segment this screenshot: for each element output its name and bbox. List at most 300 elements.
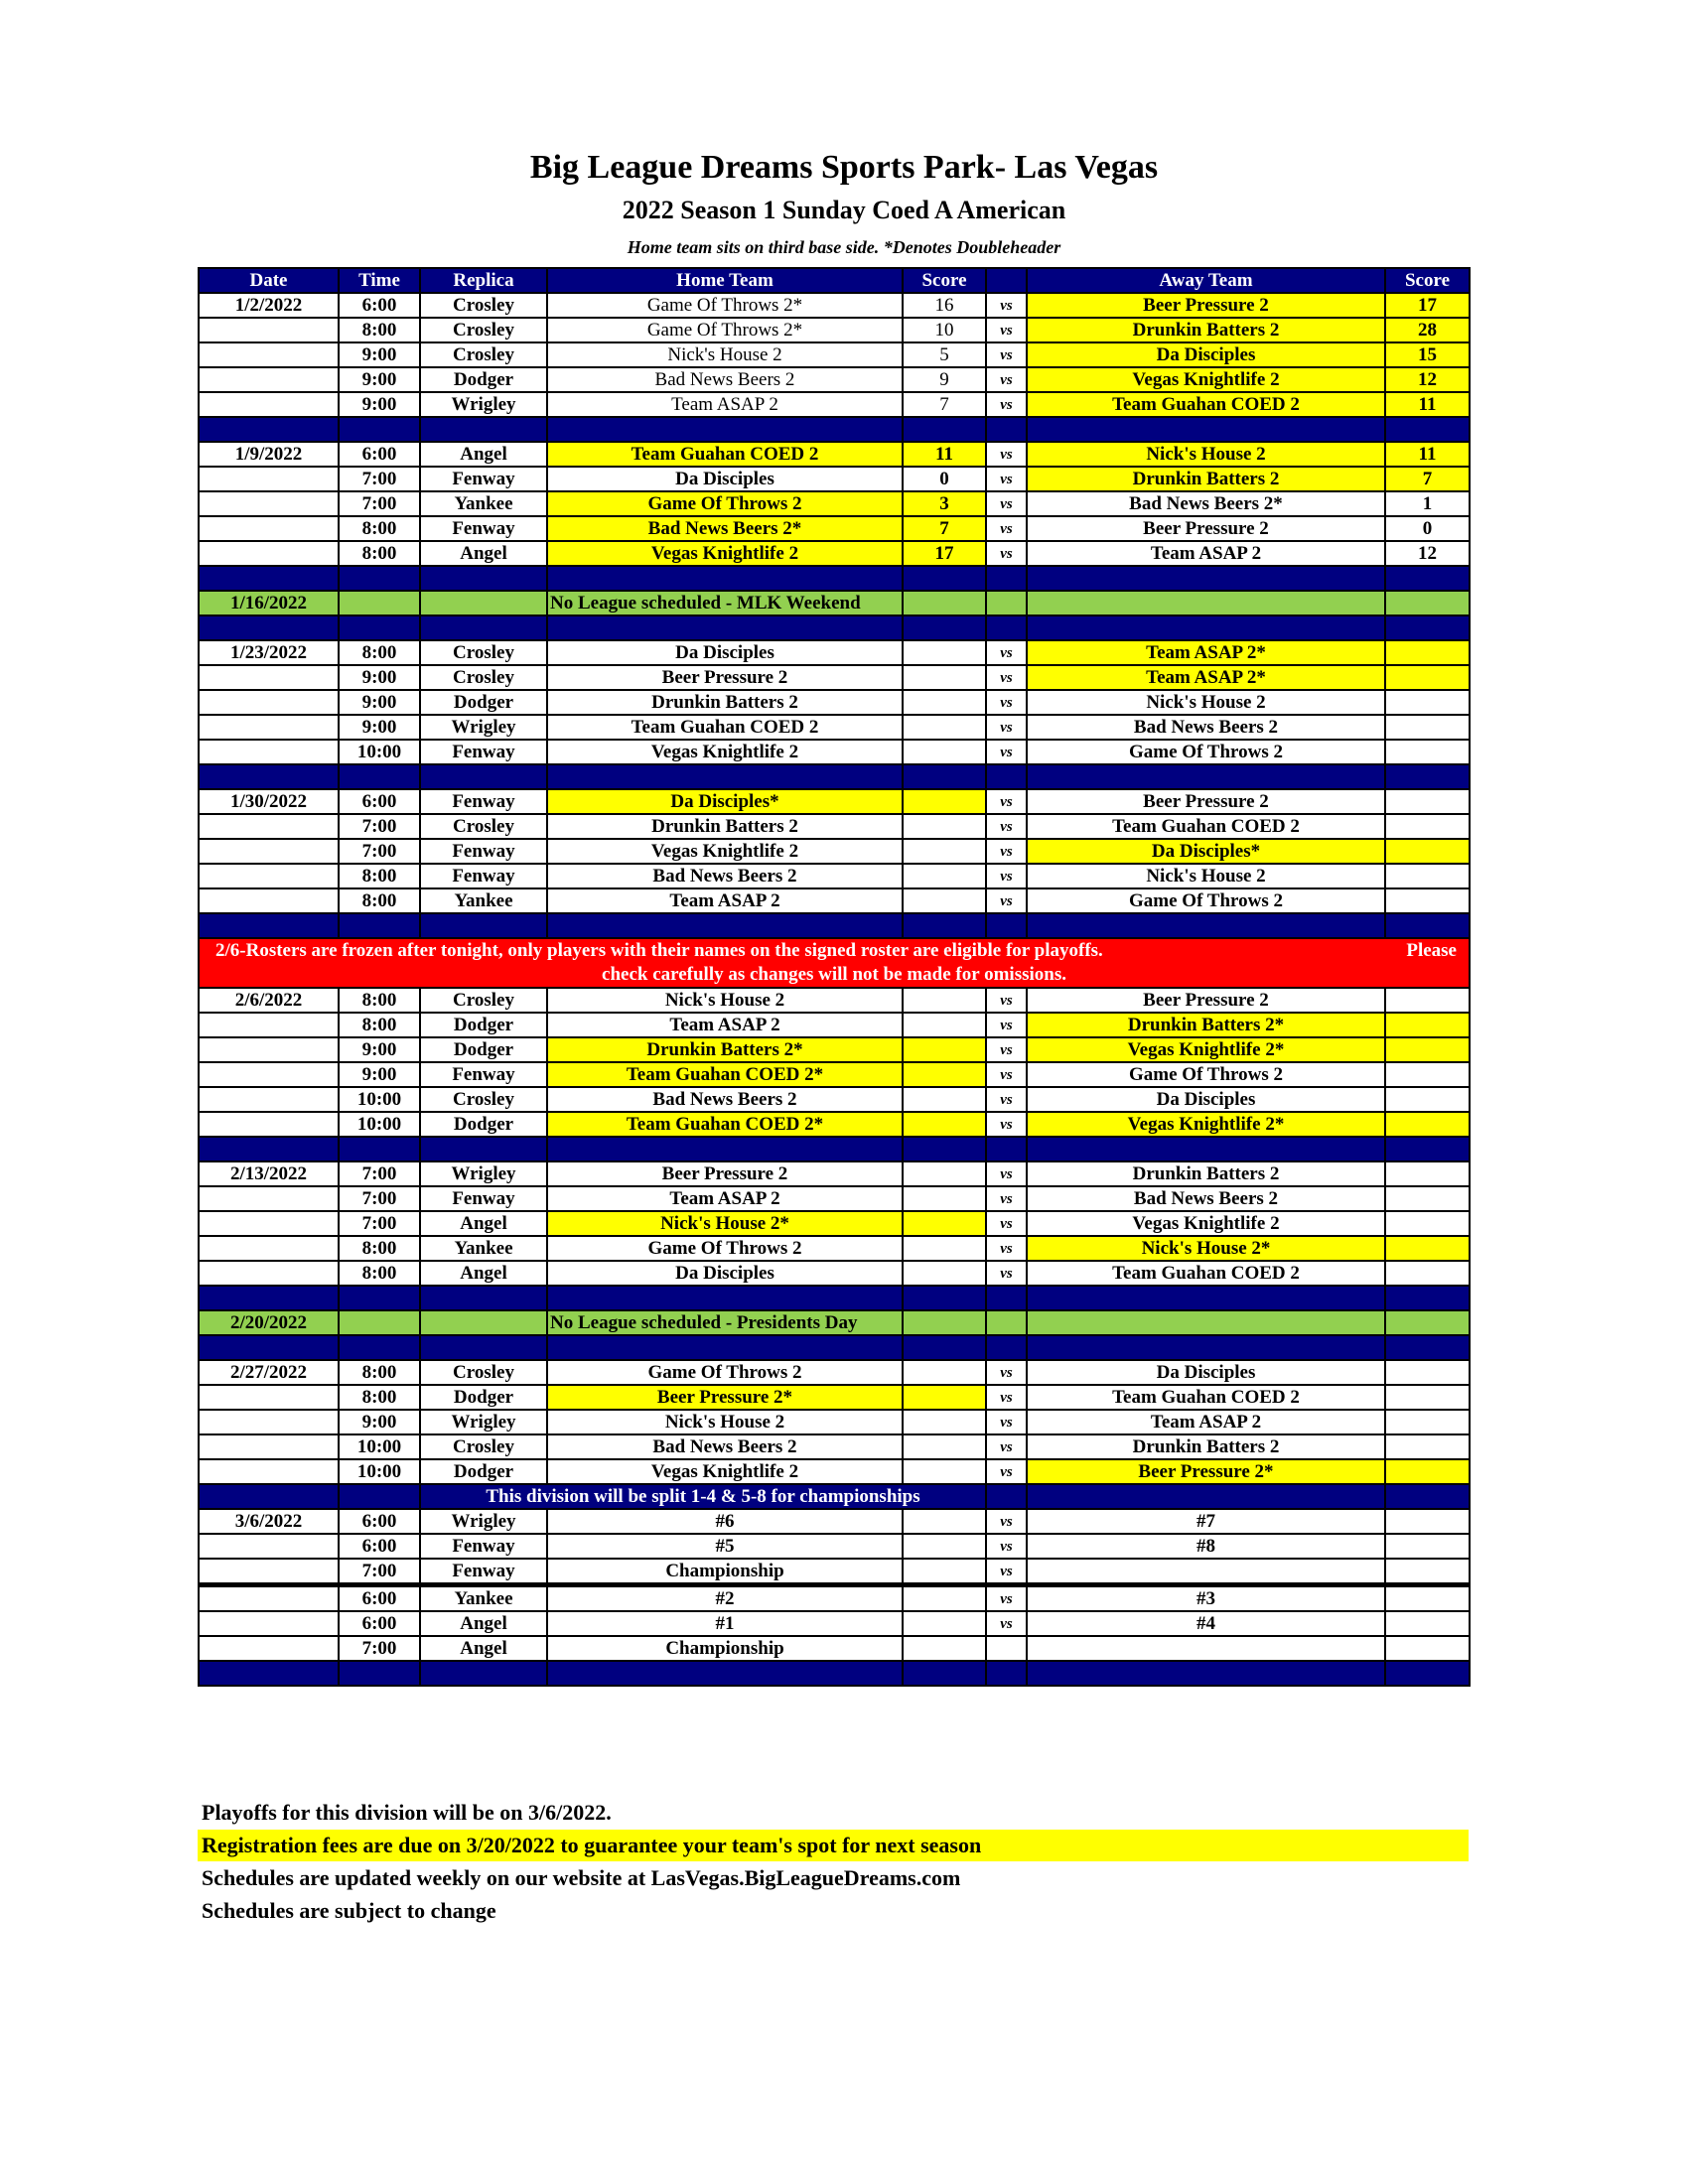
date-cell <box>199 1534 339 1559</box>
home-score-cell <box>903 640 986 665</box>
away-team-cell: #4 <box>1027 1611 1385 1636</box>
away-score-cell <box>1385 1559 1470 1585</box>
replica-field-cell: Fenway <box>420 1186 547 1211</box>
game-row <box>199 1037 1470 1062</box>
time-cell: 10:00 <box>339 1087 420 1112</box>
home-team-cell: Nick's House 2 <box>547 342 903 367</box>
separator-row <box>199 615 1470 640</box>
separator-cell <box>339 913 420 938</box>
empty-cell <box>1027 591 1385 615</box>
separator-cell <box>1027 417 1385 442</box>
empty-cell <box>1027 1484 1385 1509</box>
date-cell: 1/2/2022 <box>199 293 339 318</box>
away-team-cell: Game Of Throws 2 <box>1027 1062 1385 1087</box>
game-row <box>199 789 1470 814</box>
replica-field-cell: Fenway <box>420 839 547 864</box>
date-cell <box>199 1236 339 1261</box>
vs-cell: vs <box>986 988 1027 1013</box>
home-team-cell: Team Guahan COED 2 <box>547 442 903 467</box>
away-score-cell <box>1385 1186 1470 1211</box>
replica-cell <box>420 591 547 615</box>
game-row <box>199 1611 1470 1636</box>
replica-field-cell: Angel <box>420 1611 547 1636</box>
home-team-cell: Game Of Throws 2* <box>547 318 903 342</box>
date-cell <box>199 541 339 566</box>
home-score-cell: 16 <box>903 293 986 318</box>
separator-cell <box>339 615 420 640</box>
away-score-cell: 7 <box>1385 467 1470 491</box>
away-team-cell: Vegas Knightlife 2 <box>1027 367 1385 392</box>
header-away-team: Away Team <box>1027 268 1385 293</box>
time-cell: 10:00 <box>339 1434 420 1459</box>
replica-field-cell: Fenway <box>420 1062 547 1087</box>
vs-cell: vs <box>986 888 1027 913</box>
away-team-cell: Team Guahan COED 2 <box>1027 1261 1385 1286</box>
schedule-table <box>198 267 1471 1687</box>
date-cell: 1/23/2022 <box>199 640 339 665</box>
home-team-cell: Drunkin Batters 2 <box>547 814 903 839</box>
game-row <box>199 665 1470 690</box>
away-team-cell: Game Of Throws 2 <box>1027 740 1385 764</box>
roster-alert <box>199 938 1470 988</box>
time-cell: 8:00 <box>339 541 420 566</box>
header-home-score: Score <box>903 268 986 293</box>
time-cell: 8:00 <box>339 1236 420 1261</box>
date-cell <box>199 1410 339 1434</box>
game-row <box>199 740 1470 764</box>
game-row <box>199 888 1470 913</box>
date-cell <box>199 1261 339 1286</box>
separator-row <box>199 764 1470 789</box>
vs-cell: vs <box>986 392 1027 417</box>
away-score-cell <box>1385 1585 1470 1612</box>
separator-cell <box>339 417 420 442</box>
home-score-cell: 10 <box>903 318 986 342</box>
home-score-cell <box>903 789 986 814</box>
away-team-cell: Da Disciples* <box>1027 839 1385 864</box>
home-team-cell: Game Of Throws 2 <box>547 1236 903 1261</box>
away-team-cell: Drunkin Batters 2 <box>1027 1434 1385 1459</box>
away-score-cell <box>1385 1062 1470 1087</box>
home-team-cell: Team Guahan COED 2 <box>547 715 903 740</box>
away-team-cell: Bad News Beers 2 <box>1027 715 1385 740</box>
away-score-cell: 15 <box>1385 342 1470 367</box>
alert-line-2: check carefully as changes will not be made for omissions. <box>602 964 1066 985</box>
separator-cell <box>903 566 986 591</box>
header-home-team: Home Team <box>547 268 903 293</box>
date-cell: 1/16/2022 <box>199 591 339 615</box>
home-score-cell: 9 <box>903 367 986 392</box>
home-team-cell: Vegas Knightlife 2 <box>547 1459 903 1484</box>
separator-cell <box>547 764 903 789</box>
away-score-cell <box>1385 1360 1470 1385</box>
away-team-cell: Beer Pressure 2 <box>1027 789 1385 814</box>
time-cell: 6:00 <box>339 442 420 467</box>
time-cell: 9:00 <box>339 392 420 417</box>
vs-cell: vs <box>986 1509 1027 1534</box>
home-score-cell <box>903 1385 986 1410</box>
separator-cell <box>986 1335 1027 1360</box>
game-row <box>199 864 1470 888</box>
time-cell: 8:00 <box>339 864 420 888</box>
separator-cell <box>903 1286 986 1310</box>
game-row <box>199 1013 1470 1037</box>
replica-field-cell: Yankee <box>420 1585 547 1612</box>
game-row <box>199 1509 1470 1534</box>
time-cell: 7:00 <box>339 1636 420 1661</box>
home-score-cell: 3 <box>903 491 986 516</box>
vs-cell: vs <box>986 1559 1027 1585</box>
vs-cell: vs <box>986 516 1027 541</box>
time-cell: 6:00 <box>339 1509 420 1534</box>
championship-banner-row <box>199 1484 1470 1509</box>
home-team-cell: Team ASAP 2 <box>547 888 903 913</box>
separator-cell <box>986 913 1027 938</box>
game-row <box>199 1186 1470 1211</box>
away-team-cell: Drunkin Batters 2 <box>1027 467 1385 491</box>
replica-field-cell: Dodger <box>420 1385 547 1410</box>
header-vs <box>986 268 1027 293</box>
separator-cell <box>339 566 420 591</box>
separator-cell <box>1385 1286 1470 1310</box>
replica-field-cell: Crosley <box>420 1087 547 1112</box>
time-cell: 7:00 <box>339 1211 420 1236</box>
away-team-cell: Team Guahan COED 2 <box>1027 814 1385 839</box>
separator-row <box>199 1286 1470 1310</box>
game-row <box>199 839 1470 864</box>
empty-cell <box>903 591 986 615</box>
separator-cell <box>1385 1335 1470 1360</box>
separator-cell <box>199 417 339 442</box>
game-row <box>199 541 1470 566</box>
date-cell <box>199 665 339 690</box>
home-score-cell <box>903 1434 986 1459</box>
separator-cell <box>199 1137 339 1161</box>
away-team-cell: Bad News Beers 2* <box>1027 491 1385 516</box>
time-cell: 7:00 <box>339 1186 420 1211</box>
game-row <box>199 516 1470 541</box>
game-row <box>199 1636 1470 1661</box>
home-score-cell <box>903 1211 986 1236</box>
away-score-cell: 12 <box>1385 367 1470 392</box>
replica-field-cell: Yankee <box>420 491 547 516</box>
separator-cell <box>986 764 1027 789</box>
roster-alert-row <box>199 938 1470 988</box>
time-cell: 8:00 <box>339 640 420 665</box>
away-score-cell <box>1385 988 1470 1013</box>
header-away-score: Score <box>1385 268 1470 293</box>
separator-cell <box>903 913 986 938</box>
time-cell: 6:00 <box>339 1611 420 1636</box>
home-score-cell <box>903 1559 986 1585</box>
header-time: Time <box>339 268 420 293</box>
schedule-note: Home team sits on third base side. *Denotes Doubleheader <box>627 237 1061 257</box>
separator-cell <box>986 615 1027 640</box>
replica-field-cell: Crosley <box>420 1360 547 1385</box>
away-team-cell: Game Of Throws 2 <box>1027 888 1385 913</box>
vs-cell: vs <box>986 1434 1027 1459</box>
alert-line-1: 2/6-Rosters are frozen after tonight, only players with their names on the signed roster are eligible for playoffs. <box>215 940 1103 961</box>
page-title: Big League Dreams Sports Park- Las Vegas <box>529 149 1159 186</box>
home-score-cell <box>903 1112 986 1137</box>
table-header <box>199 268 1470 293</box>
home-team-cell: Team Guahan COED 2* <box>547 1062 903 1087</box>
replica-field-cell: Angel <box>420 1261 547 1286</box>
replica-field-cell: Crosley <box>420 640 547 665</box>
vs-cell: vs <box>986 1062 1027 1087</box>
date-cell <box>199 342 339 367</box>
separator-cell <box>420 913 547 938</box>
away-team-cell: Nick's House 2 <box>1027 690 1385 715</box>
away-score-cell <box>1385 814 1470 839</box>
vs-cell: vs <box>986 1087 1027 1112</box>
home-team-cell: Vegas Knightlife 2 <box>547 839 903 864</box>
game-row <box>199 318 1470 342</box>
replica-field-cell: Wrigley <box>420 392 547 417</box>
game-row <box>199 392 1470 417</box>
date-cell <box>199 1013 339 1037</box>
date-cell <box>199 1087 339 1112</box>
separator-cell <box>547 1335 903 1360</box>
vs-cell: vs <box>986 1410 1027 1434</box>
home-team-cell: Vegas Knightlife 2 <box>547 740 903 764</box>
separator-row <box>199 1137 1470 1161</box>
separator-cell <box>1027 913 1385 938</box>
game-row <box>199 467 1470 491</box>
time-cell: 9:00 <box>339 367 420 392</box>
vs-cell: vs <box>986 665 1027 690</box>
game-row <box>199 1211 1470 1236</box>
home-team-cell: Team ASAP 2 <box>547 1186 903 1211</box>
vs-cell: vs <box>986 814 1027 839</box>
date-cell: 2/13/2022 <box>199 1161 339 1186</box>
home-score-cell: 11 <box>903 442 986 467</box>
vs-cell: vs <box>986 442 1027 467</box>
home-team-cell: #2 <box>547 1585 903 1612</box>
separator-cell <box>1385 1137 1470 1161</box>
replica-field-cell: Crosley <box>420 814 547 839</box>
separator-cell <box>986 417 1027 442</box>
vs-cell: vs <box>986 367 1027 392</box>
away-team-cell: Beer Pressure 2 <box>1027 516 1385 541</box>
vs-cell: vs <box>986 1211 1027 1236</box>
separator-cell <box>199 566 339 591</box>
away-score-cell <box>1385 1636 1470 1661</box>
home-score-cell <box>903 1509 986 1534</box>
home-score-cell <box>903 1459 986 1484</box>
game-row <box>199 640 1470 665</box>
away-team-cell: Vegas Knightlife 2 <box>1027 1211 1385 1236</box>
home-score-cell: 17 <box>903 541 986 566</box>
separator-cell <box>199 1335 339 1360</box>
vs-cell: vs <box>986 1261 1027 1286</box>
time-cell: 9:00 <box>339 690 420 715</box>
vs-cell: vs <box>986 740 1027 764</box>
home-score-cell <box>903 1410 986 1434</box>
away-team-cell <box>1027 1559 1385 1585</box>
time-cell: 7:00 <box>339 1161 420 1186</box>
date-cell <box>199 318 339 342</box>
home-score-cell: 5 <box>903 342 986 367</box>
replica-cell <box>420 1310 547 1335</box>
away-team-cell: Drunkin Batters 2 <box>1027 318 1385 342</box>
separator-cell <box>1385 1661 1470 1686</box>
date-cell <box>199 1585 339 1612</box>
empty-cell <box>1385 591 1470 615</box>
home-score-cell <box>903 715 986 740</box>
away-team-cell: Da Disciples <box>1027 342 1385 367</box>
page-subtitle: 2022 Season 1 Sunday Coed A American <box>622 196 1066 224</box>
separator-cell <box>420 1286 547 1310</box>
date-cell <box>199 1434 339 1459</box>
time-cell: 8:00 <box>339 1360 420 1385</box>
game-row <box>199 988 1470 1013</box>
home-score-cell <box>903 988 986 1013</box>
replica-field-cell: Angel <box>420 1636 547 1661</box>
home-score-cell <box>903 740 986 764</box>
game-row <box>199 1585 1470 1612</box>
replica-field-cell: Angel <box>420 541 547 566</box>
game-row <box>199 1534 1470 1559</box>
date-cell <box>199 392 339 417</box>
separator-cell <box>339 764 420 789</box>
vs-cell: vs <box>986 1161 1027 1186</box>
separator-cell <box>420 417 547 442</box>
home-score-cell <box>903 1611 986 1636</box>
away-team-cell: Team ASAP 2* <box>1027 665 1385 690</box>
separator-cell <box>420 615 547 640</box>
game-row <box>199 1434 1470 1459</box>
time-cell <box>339 1310 420 1335</box>
replica-field-cell: Yankee <box>420 1236 547 1261</box>
separator-cell <box>199 1286 339 1310</box>
home-score-cell: 7 <box>903 392 986 417</box>
replica-field-cell: Dodger <box>420 367 547 392</box>
no-league-row <box>199 1310 1470 1335</box>
away-score-cell <box>1385 839 1470 864</box>
home-score-cell <box>903 1161 986 1186</box>
separator-cell <box>1385 615 1470 640</box>
home-team-cell: Team ASAP 2 <box>547 392 903 417</box>
home-team-cell: Da Disciples <box>547 467 903 491</box>
away-team-cell <box>1027 1636 1385 1661</box>
vs-cell: vs <box>986 690 1027 715</box>
alert-line-1-end: Please <box>1406 940 1457 961</box>
away-team-cell: #7 <box>1027 1509 1385 1534</box>
time-cell: 8:00 <box>339 1385 420 1410</box>
game-row <box>199 690 1470 715</box>
date-cell: 2/20/2022 <box>199 1310 339 1335</box>
away-score-cell <box>1385 640 1470 665</box>
date-cell <box>199 715 339 740</box>
time-cell: 7:00 <box>339 839 420 864</box>
away-team-cell: Da Disciples <box>1027 1087 1385 1112</box>
empty-cell <box>986 1484 1027 1509</box>
game-row <box>199 1410 1470 1434</box>
game-row <box>199 1459 1470 1484</box>
away-score-cell: 17 <box>1385 293 1470 318</box>
date-cell <box>199 1037 339 1062</box>
home-team-cell: Game Of Throws 2* <box>547 293 903 318</box>
empty-cell <box>986 591 1027 615</box>
date-cell <box>199 814 339 839</box>
replica-field-cell: Angel <box>420 442 547 467</box>
vs-cell: vs <box>986 1585 1027 1612</box>
away-team-cell: Nick's House 2 <box>1027 864 1385 888</box>
time-cell: 9:00 <box>339 1037 420 1062</box>
separator-row <box>199 566 1470 591</box>
date-cell <box>199 864 339 888</box>
empty-cell <box>199 1484 339 1509</box>
separator-cell <box>903 1661 986 1686</box>
separator-cell <box>547 615 903 640</box>
separator-cell <box>903 1137 986 1161</box>
empty-cell <box>986 1310 1027 1335</box>
away-score-cell <box>1385 1385 1470 1410</box>
registration-note: Registration fees are due on 3/20/2022 to guarantee your team's spot for next season <box>202 1833 982 1857</box>
away-team-cell: Drunkin Batters 2 <box>1027 1161 1385 1186</box>
date-cell <box>199 467 339 491</box>
vs-cell: vs <box>986 640 1027 665</box>
replica-field-cell: Dodger <box>420 1013 547 1037</box>
away-score-cell: 28 <box>1385 318 1470 342</box>
home-team-cell: Bad News Beers 2 <box>547 864 903 888</box>
away-score-cell: 11 <box>1385 392 1470 417</box>
date-cell <box>199 888 339 913</box>
separator-cell <box>420 566 547 591</box>
home-score-cell <box>903 864 986 888</box>
away-score-cell <box>1385 1434 1470 1459</box>
away-score-cell <box>1385 1112 1470 1137</box>
game-row <box>199 1062 1470 1087</box>
away-team-cell: Team ASAP 2 <box>1027 1410 1385 1434</box>
separator-cell <box>547 1661 903 1686</box>
home-score-cell <box>903 1186 986 1211</box>
separator-cell <box>1385 764 1470 789</box>
away-score-cell <box>1385 740 1470 764</box>
time-cell: 9:00 <box>339 1410 420 1434</box>
home-score-cell <box>903 1534 986 1559</box>
empty-cell <box>1385 1310 1470 1335</box>
away-score-cell: 1 <box>1385 491 1470 516</box>
away-team-cell: Da Disciples <box>1027 1360 1385 1385</box>
home-team-cell: #1 <box>547 1611 903 1636</box>
separator-cell <box>199 1661 339 1686</box>
date-cell: 2/27/2022 <box>199 1360 339 1385</box>
vs-cell: vs <box>986 1112 1027 1137</box>
home-score-cell <box>903 665 986 690</box>
no-league-message: No League scheduled - MLK Weekend <box>547 591 903 615</box>
separator-cell <box>339 1286 420 1310</box>
home-score-cell <box>903 1261 986 1286</box>
time-cell: 7:00 <box>339 491 420 516</box>
home-score-cell <box>903 888 986 913</box>
game-row <box>199 1087 1470 1112</box>
vs-cell: vs <box>986 839 1027 864</box>
replica-field-cell: Crosley <box>420 665 547 690</box>
game-row <box>199 1360 1470 1385</box>
home-score-cell <box>903 1013 986 1037</box>
date-cell <box>199 839 339 864</box>
home-team-cell: Bad News Beers 2 <box>547 1434 903 1459</box>
replica-field-cell: Dodger <box>420 1037 547 1062</box>
away-team-cell: Nick's House 2* <box>1027 1236 1385 1261</box>
away-score-cell <box>1385 1261 1470 1286</box>
separator-cell <box>339 1335 420 1360</box>
replica-field-cell: Fenway <box>420 789 547 814</box>
empty-cell <box>339 1484 420 1509</box>
separator-cell <box>547 566 903 591</box>
